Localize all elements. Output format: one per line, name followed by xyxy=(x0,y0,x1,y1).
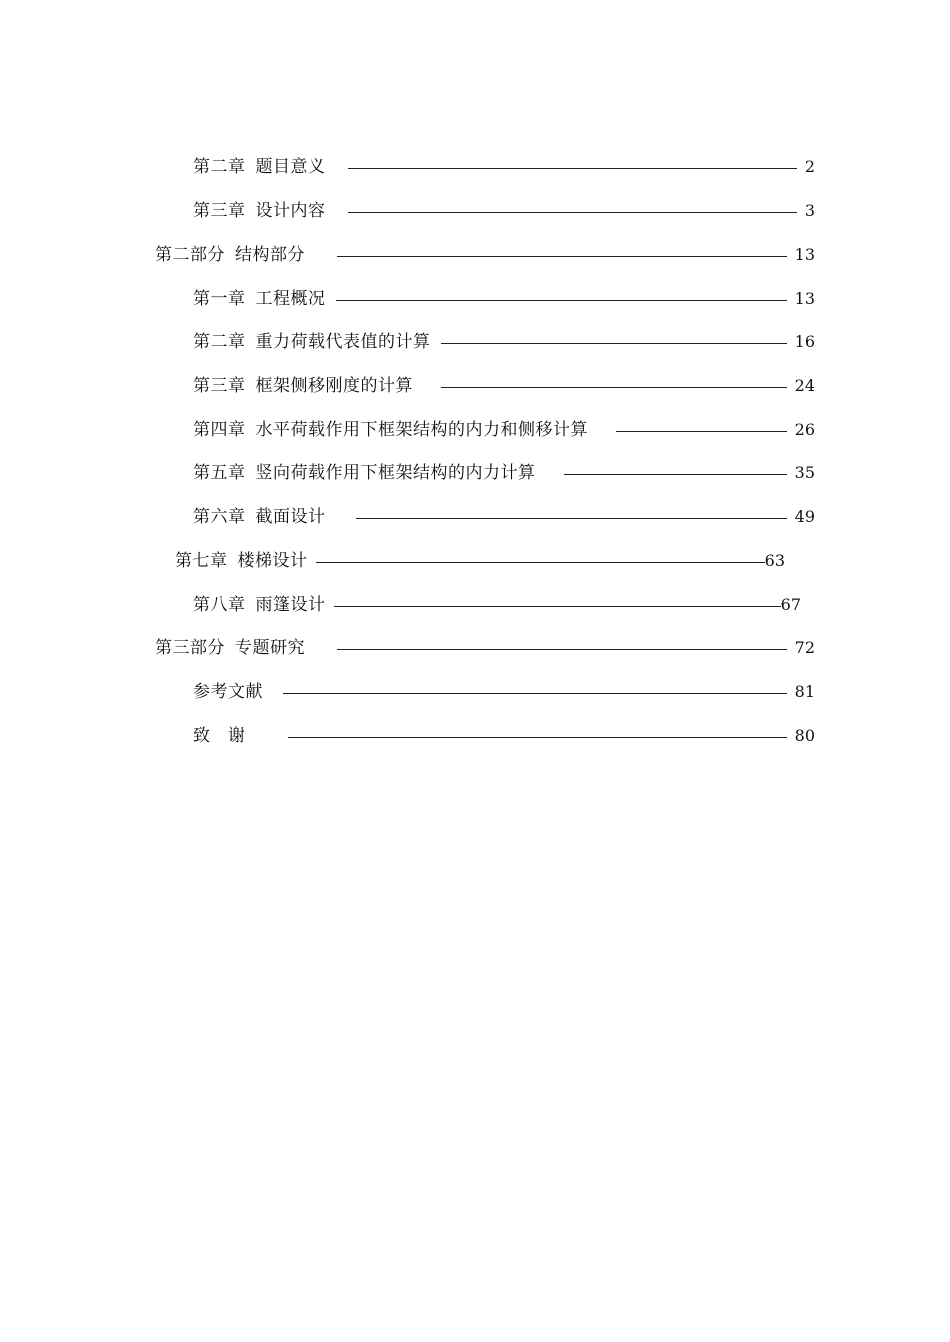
toc-entry[interactable] xyxy=(193,723,815,749)
toc-entry[interactable] xyxy=(193,592,801,618)
toc-entry-title: 第二章 重力荷载代表值的计算 xyxy=(193,332,431,352)
toc-leader-line xyxy=(564,474,787,475)
toc-entry[interactable] xyxy=(193,504,815,530)
toc-page-number: 16 xyxy=(794,332,815,351)
toc-leader-line xyxy=(441,387,787,388)
toc-leader-line xyxy=(288,737,787,738)
toc-entry-title: 第六章 截面设计 xyxy=(193,507,326,527)
toc-entry[interactable] xyxy=(193,154,815,180)
toc-leader-line xyxy=(337,256,787,257)
toc-entry[interactable] xyxy=(155,242,815,268)
toc-entry-title: 第七章 楼梯设计 xyxy=(175,551,308,571)
toc-page-number: 13 xyxy=(794,245,815,264)
toc-page-number: 81 xyxy=(794,682,815,701)
toc-entry[interactable] xyxy=(175,548,785,574)
toc-entry-title: 第二章 题目意义 xyxy=(193,157,326,177)
toc-leader-line xyxy=(316,562,765,563)
toc-entry-title: 第八章 雨篷设计 xyxy=(193,595,326,615)
toc-leader-line xyxy=(334,606,781,607)
toc-entry[interactable] xyxy=(193,460,815,486)
toc-entry-title: 第三部分 专题研究 xyxy=(155,638,305,658)
toc-entry[interactable] xyxy=(193,373,815,399)
toc-page-number: 2 xyxy=(804,157,815,176)
toc-entry-title: 致 谢 xyxy=(193,726,246,746)
toc-entry-title: 参考文献 xyxy=(193,682,263,702)
toc-page-number: 24 xyxy=(794,376,815,395)
toc-leader-line xyxy=(348,168,797,169)
toc-leader-line xyxy=(348,212,797,213)
toc-page-number: 13 xyxy=(794,289,815,308)
toc-entry[interactable] xyxy=(193,329,815,355)
toc-page-number: 72 xyxy=(794,638,815,657)
toc-leader-line xyxy=(336,300,787,301)
toc-leader-line xyxy=(616,431,787,432)
toc-leader-line xyxy=(441,343,787,344)
toc-entry-title: 第五章 竖向荷载作用下框架结构的内力计算 xyxy=(193,463,536,483)
toc-leader-line xyxy=(356,518,787,519)
toc-entry-title: 第二部分 结构部分 xyxy=(155,245,305,265)
toc-page-number: 3 xyxy=(804,201,815,220)
toc-entry-title: 第三章 框架侧移刚度的计算 xyxy=(193,376,413,396)
toc-leader-line xyxy=(337,649,787,650)
toc-page-number: 26 xyxy=(794,420,815,439)
toc-entry[interactable] xyxy=(193,198,815,224)
toc-entry[interactable] xyxy=(193,417,815,443)
toc-page-number: 35 xyxy=(794,463,815,482)
toc-page-number: 67 xyxy=(780,595,801,614)
toc-leader-line xyxy=(283,693,787,694)
toc-entry[interactable] xyxy=(155,635,815,661)
toc-page-number: 63 xyxy=(764,551,785,570)
toc-entry[interactable] xyxy=(193,679,815,705)
toc-page-number: 49 xyxy=(794,507,815,526)
toc-entry[interactable] xyxy=(193,286,815,312)
toc-page-number: 80 xyxy=(794,726,815,745)
toc-entry-title: 第四章 水平荷载作用下框架结构的内力和侧移计算 xyxy=(193,420,588,440)
toc-entry-title: 第三章 设计内容 xyxy=(193,201,326,221)
toc-entry-title: 第一章 工程概况 xyxy=(193,289,326,309)
